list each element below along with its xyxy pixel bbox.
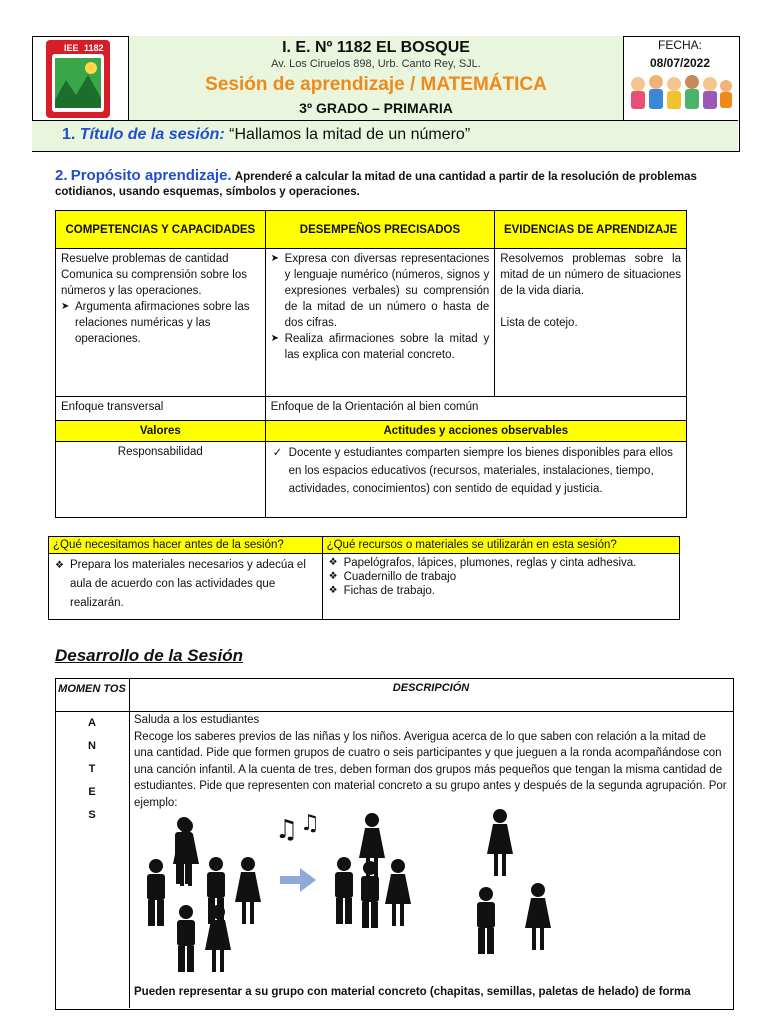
actitudes-header: Actitudes y acciones observables <box>265 421 686 442</box>
moment-letter: T <box>88 763 96 775</box>
prep-answer-1-cell <box>49 554 323 620</box>
header-competencias: COMPETENCIAS Y CAPACIDADES <box>56 211 266 249</box>
person-icon <box>525 883 551 950</box>
enfoque-label: Enfoque transversal <box>56 397 266 421</box>
moments-header: MOMEN TOS <box>58 683 126 695</box>
person-icon <box>235 857 261 924</box>
person-icon <box>487 809 513 876</box>
resource-item: ❖ Cuadernillo de trabajo <box>344 570 674 584</box>
actitud-item: ✓ Docente y estudiantes comparten siempre los bienes disponibles para ellos en los espacios educativos (recursos, materiales, instalaciones, tiempo, actividades, conocimientos) con sentido de equidad y justicia. <box>289 444 681 498</box>
grouping-illustration <box>140 808 580 978</box>
competencias-bullet: ➤ Argumenta afirmaciones sobre las relaciones numéricas y las operaciones. <box>75 299 260 347</box>
desempeno-item: ➤ Realiza afirmaciones sobre la mitad y las explica con material concreto. <box>285 331 490 363</box>
greeting-text: Saluda a los estudiantes <box>134 714 260 726</box>
school-name: I. E. Nº 1182 EL BOSQUE <box>282 39 470 56</box>
moment-letter: E <box>88 786 96 798</box>
moment-letter: N <box>88 740 96 752</box>
resource-item: ❖ Fichas de trabajo. <box>344 584 674 598</box>
enfoque-value: Enfoque de la Orientación al bien común <box>265 397 686 421</box>
preparation-table <box>48 536 680 620</box>
prep-question-2: ¿Qué recursos o materiales se utilizarán en esta sesión? <box>322 537 679 554</box>
person-icon <box>147 859 165 926</box>
person-icon <box>361 861 379 928</box>
svg-text:IEE: IEE <box>64 43 79 53</box>
arrow-icon <box>280 868 316 892</box>
desempenos-cell <box>265 249 495 397</box>
purpose-block <box>55 168 730 200</box>
purpose-number: 2. <box>55 167 68 184</box>
resource-item: ❖ Papelógrafos, lápices, plumones, reglas y cinta adhesiva. <box>344 556 674 570</box>
header-center <box>128 36 624 120</box>
moment-letter: S <box>88 809 96 821</box>
date-value: 08/07/2022 <box>649 56 711 70</box>
header-desempenos: DESEMPEÑOS PRECISADOS <box>265 211 495 249</box>
description-header: DESCRIPCIÓN <box>392 682 470 694</box>
evidencias-cell <box>495 249 687 397</box>
date-box <box>622 36 738 120</box>
activity-paragraph: Recoge los saberes previos de las niñas y los niños. Averigua acerca de lo que saben con relación a la mitad de una cantidad. Pide que formen grupos de cuatro o seis participantes y que jueguen a la ronda acompañándose con una canción infantil. A la cuenta de tres, deben forman dos grupos más pequeños que tengan la misma cantidad de estudiantes. Pide que representen con material concreto a su grupo antes y después de la segunda agrupación. Por ejemplo: <box>134 730 727 809</box>
purpose-label: Propósito aprendizaje. <box>70 167 232 184</box>
development-title: Desarrollo de la Sesión <box>55 646 244 665</box>
column-divider <box>129 678 130 1008</box>
svg-text:1182: 1182 <box>84 43 104 53</box>
school-address: Av. Los Ciruelos 898, Urb. Canto Rey, SJL. <box>271 58 481 70</box>
development-description <box>134 712 728 811</box>
music-note-icon: ♫ <box>300 811 320 836</box>
date-label: FECHA: <box>657 38 702 52</box>
actitud-cell <box>265 442 686 518</box>
school-logo <box>36 40 122 118</box>
prep-answer-1: ❖ Prepara los materiales necesarios y adecúa el aula de acuerdo con las actividades que realizarán. <box>70 556 317 613</box>
competencias-cell <box>56 249 266 397</box>
prep-question-1: ¿Qué necesitamos hacer antes de la sesión? <box>49 537 323 554</box>
person-icon <box>385 859 411 926</box>
purpose-text: Aprenderé a calcular la mitad de una cantidad a partir de la resolución de problemas cotidianos, usando esquemas, símbolos y operaciones. <box>55 171 697 198</box>
title-label: Título de la sesión: <box>79 126 225 143</box>
header-evidencias: EVIDENCIAS DE APRENDIZAJE <box>495 211 687 249</box>
bottom-paragraph: Pueden representar a su grupo con material concreto (chapitas, semillas, paletas de helado) de forma <box>134 986 691 998</box>
grade-label: 3º GRADO – PRIMARIA <box>299 100 453 116</box>
person-icon <box>335 857 353 924</box>
kids-illustration-icon <box>626 72 734 116</box>
valor-cell: Responsabilidad <box>56 442 266 518</box>
session-title: Sesión de aprendizaje / MATEMÁTICA <box>205 74 547 95</box>
evidencia-lista: Lista de cotejo. <box>500 317 578 329</box>
evidencia-text: Resolvemos problemas sobre la mitad de un número de situaciones de la vida diaria. <box>500 253 681 297</box>
moment-letter: A <box>88 717 96 729</box>
moment-antes <box>57 712 127 827</box>
title-value: “Hallamos la mitad de un número” <box>229 126 471 143</box>
competencies-table <box>55 210 687 518</box>
person-icon <box>177 905 195 972</box>
desempeno-item: ➤ Expresa con diversas representaciones y lenguaje numérico (números, signos y expresiones verbales) su comprensión de la mitad de un número o hasta de dos cifras. <box>285 251 490 331</box>
music-note-icon: ♫ <box>275 815 299 845</box>
competencias-text: Resuelve problemas de cantidad Comunica su comprensión sobre los números y las operaciones. <box>61 253 248 297</box>
prep-answer-2-cell <box>322 554 679 620</box>
title-number: 1. <box>62 126 76 143</box>
session-title-row <box>32 120 738 151</box>
valores-header: Valores <box>56 421 266 442</box>
person-icon <box>477 887 495 954</box>
